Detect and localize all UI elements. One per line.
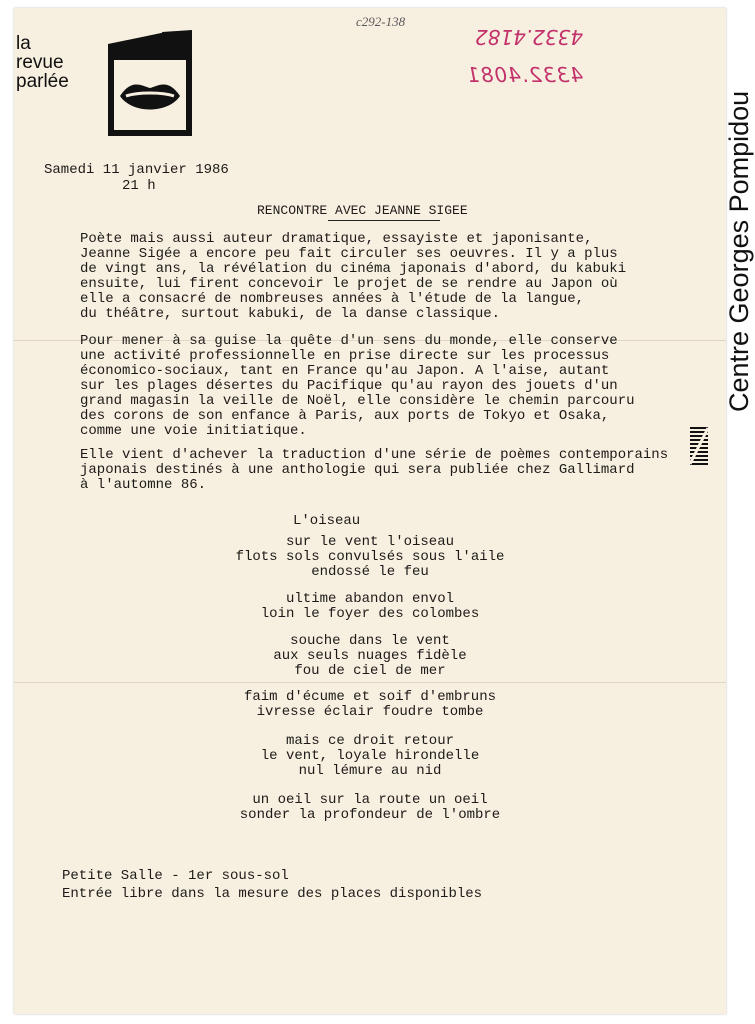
event-date: Samedi 11 janvier 1986: [44, 162, 229, 178]
paragraph: Poète mais aussi auteur dramatique, essayiste et japonisante, Jeanne Sigée a encore peu fait circuler ses oeuvres. Il y a plus de vingt ans, la révélation du cinéma japonais d'abord, du kabuki ensuite, lui firent concevoir le projet de se rendre au Japon où elle a consacré de nombreuses années à l'étude de la langue, du théâtre, surtout kabuki, de la danse classique.: [80, 231, 627, 322]
poem-line: sur le vent l'oiseau: [285, 534, 455, 550]
handwritten-number: 4332.4081: [466, 63, 584, 87]
poem-line: flots sols convulsés sous l'aile: [235, 549, 505, 565]
venue-info: Petite Salle - 1er sous-sol: [62, 868, 289, 884]
logo-line: parlée: [16, 71, 69, 92]
paragraph: Elle vient d'achever la traduction d'une série de poèmes contemporains japonais destinés à une anthologie qui sera publiée chez Gallimard à l'automne 86.: [80, 447, 669, 493]
revue-parlee-logo-text: [16, 34, 69, 91]
poem-stanza: [150, 592, 590, 622]
poem-stanza: [150, 734, 590, 779]
poem-line: ultime abandon envol: [285, 591, 455, 607]
poem-line: le vent, loyale hirondelle: [260, 748, 480, 764]
paper-fold: [14, 682, 726, 683]
poem-stanza: [150, 535, 590, 580]
poem-stanza: [150, 793, 590, 823]
logo-line: la: [16, 33, 31, 54]
poem-line: fou de ciel de mer: [294, 663, 446, 679]
poem-line: souche dans le vent: [290, 633, 450, 649]
institution-banner: [684, 28, 754, 428]
admission-info: Entrée libre dans la mesure des places disponibles: [62, 886, 483, 902]
event-title: RENCONTRE AVEC JEANNE SIGEE: [257, 203, 468, 218]
archive-code: c292-138: [356, 14, 406, 29]
institution-name: Centre Georges Pompidou: [724, 90, 754, 412]
handwritten-number: 4332.4182: [475, 25, 584, 49]
poem-line: mais ce droit retour: [285, 733, 455, 749]
poem-line: nul lémure au nid: [298, 763, 442, 779]
poem-line: ivresse éclair foudre tombe: [256, 704, 484, 720]
handwritten-annotation: [466, 18, 583, 94]
document-page: [14, 8, 726, 1014]
poem-line: faim d'écume et soif d'embruns: [243, 689, 497, 705]
title-underline: [328, 220, 440, 221]
poem-line: aux seuls nuages fidèle: [273, 648, 467, 664]
event-time: 21 h: [122, 178, 156, 194]
poem-line: loin le foyer des colombes: [260, 606, 480, 622]
poem-line: sonder la profondeur de l'ombre: [239, 807, 501, 823]
poem-stanza: [150, 634, 590, 679]
logo-line: revue: [16, 52, 64, 73]
lips-book-logo-icon: [104, 30, 196, 140]
paragraph: Pour mener à sa guise la quête d'un sens du monde, elle conserve une activité professionnelle en prise directe sur les processus économico-sociaux, tant en France qu'au Japon. A l'aise, autant sur les plages désertes du Pacifique qu'au rayon des jouets d'un grand magasin la veille de Noël, elle considère le chemin parcouru des corons de son enfance à Paris, aux ports de Tokyo et Osaka, comme une voie initiatique.: [80, 333, 635, 439]
pompidou-logo-icon: [688, 424, 710, 470]
poem-title: L'oiseau: [293, 513, 361, 529]
poem-stanza: [150, 690, 590, 720]
poem-line: un oeil sur la route un oeil: [252, 792, 488, 808]
poem-line: endossé le feu: [311, 564, 429, 580]
